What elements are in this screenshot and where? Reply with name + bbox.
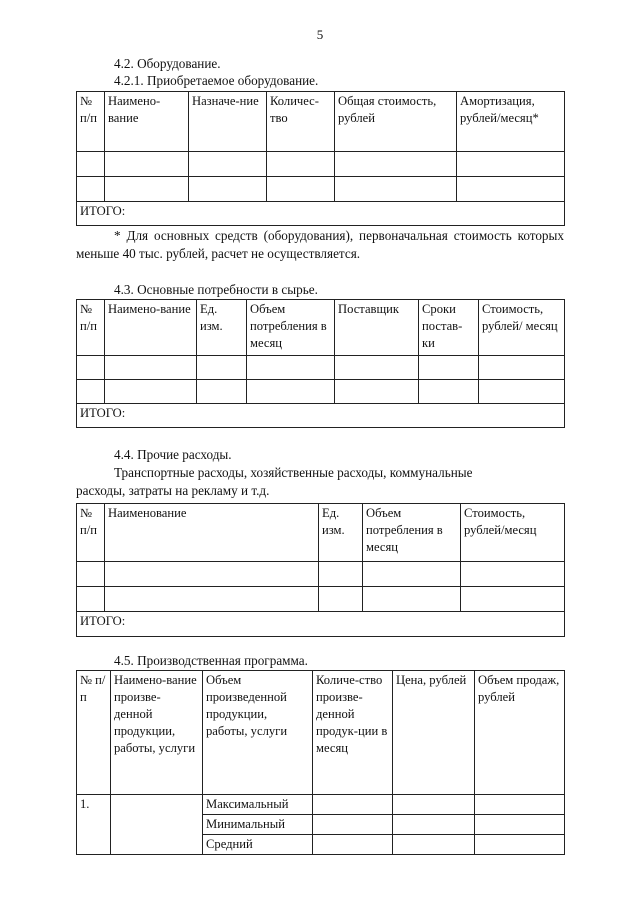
total-label: ИТОГО: — [77, 612, 565, 637]
section-4-2-heading: 4.2. Оборудование. — [114, 56, 221, 71]
table-row — [77, 587, 565, 612]
col-header: Амортизация, рублей/месяц* — [457, 92, 565, 152]
col-header: Наименование — [105, 504, 319, 562]
col-header: Стоимость, рублей/ месяц — [479, 300, 565, 356]
col-header: № п/п — [77, 504, 105, 562]
table-row — [77, 177, 565, 202]
col-header: № п/п — [77, 671, 111, 795]
col-header: Назначе-ние — [189, 92, 267, 152]
footnote-text: * Для основных средств (оборудования), первоначальная стоимость которых меньше 40 тыс. рублей, расчет не осуществляется. — [76, 228, 564, 261]
total-row — [77, 202, 565, 226]
col-header: Сроки постав-ки — [419, 300, 479, 356]
col-header: № п/п — [77, 92, 105, 152]
col-header: Объем потребления в месяц — [363, 504, 461, 562]
col-header: Объем продаж, рублей — [475, 671, 565, 795]
col-header: Наимено-вание — [105, 300, 197, 356]
page-number: 5 — [316, 27, 324, 42]
variant-avg: Средний — [203, 835, 313, 855]
table-header-row — [77, 671, 565, 795]
col-header: Количе-ство произве-денной продук-ции в месяц — [313, 671, 393, 795]
total-label: ИТОГО: — [77, 202, 565, 226]
col-header: Наимено-вание произве-денной продукции, работы, услуги — [111, 671, 203, 795]
total-label: ИТОГО: — [77, 404, 565, 428]
production-program-table — [76, 670, 565, 855]
section-4-2-1-heading: 4.2.1. Приобретаемое оборудование. — [114, 73, 319, 88]
row-number: 1. — [77, 795, 111, 855]
col-header: Наимено-вание — [105, 92, 189, 152]
table-row — [77, 562, 565, 587]
table-header-row — [77, 300, 565, 356]
variant-min: Минимальный — [203, 815, 313, 835]
col-header: Количес-тво — [267, 92, 335, 152]
col-header: Объем произведенной продукции, работы, услуги — [203, 671, 313, 795]
raw-materials-table — [76, 299, 565, 428]
other-expenses-table — [76, 503, 565, 637]
col-header: Ед. изм. — [197, 300, 247, 356]
col-header: Поставщик — [335, 300, 419, 356]
section-4-5-heading: 4.5. Производственная программа. — [114, 653, 308, 668]
col-header: № п/п — [77, 300, 105, 356]
section-4-4-heading: 4.4. Прочие расходы. — [114, 447, 232, 462]
equipment-footnote — [76, 227, 564, 263]
table-row — [77, 380, 565, 404]
table-header-row — [77, 504, 565, 562]
table-header-row — [77, 92, 565, 152]
total-row — [77, 404, 565, 428]
section-4-4-text-line2: расходы, затраты на рекламу и т.д. — [76, 483, 270, 498]
total-row — [77, 612, 565, 637]
table-row — [77, 152, 565, 177]
table-row — [77, 356, 565, 380]
section-4-3-heading: 4.3. Основные потребности в сырье. — [114, 282, 318, 297]
section-4-4-text-line1: Транспортные расходы, хозяйственные расходы, коммунальные — [114, 465, 473, 480]
col-header: Объем потребления в месяц — [247, 300, 335, 356]
col-header: Общая стоимость, рублей — [335, 92, 457, 152]
col-header: Ед. изм. — [319, 504, 363, 562]
equipment-table — [76, 91, 565, 226]
col-header: Стоимость, рублей/месяц — [461, 504, 565, 562]
variant-max: Максимальный — [203, 795, 313, 815]
table-row — [77, 795, 565, 815]
col-header: Цена, рублей — [393, 671, 475, 795]
